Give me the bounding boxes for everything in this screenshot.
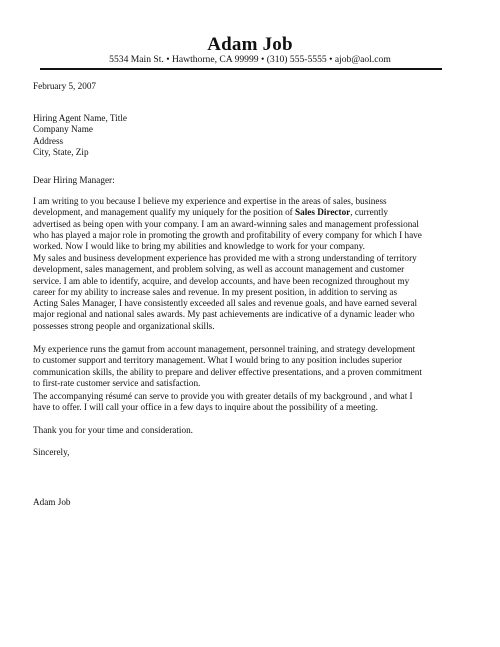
paragraph-line: career for my ability to increase sales and revenue. In my present position, in addition to serving as bbox=[33, 286, 398, 297]
signature-name: Adam Job bbox=[33, 497, 71, 507]
paragraph-line: advertised as being open with your company. I am an award-winning sales and management professional bbox=[33, 218, 419, 229]
body-paragraph-1 bbox=[33, 196, 461, 252]
paragraph-line: worked. Now I would like to bring my abilities and knowledge to work for your company. bbox=[33, 241, 365, 251]
paragraph-line: who has played a major role in promoting the growth and profitability of every company for which I have bbox=[33, 229, 422, 240]
recipient-address-block bbox=[33, 113, 461, 158]
recipient-line: Address bbox=[33, 135, 64, 146]
paragraph-line: development, sales management, and problem solving, as well as account management and customer bbox=[33, 264, 405, 275]
body-paragraph-2 bbox=[33, 253, 461, 332]
paragraph-text: , currently bbox=[350, 207, 389, 218]
paragraph-line: communication skills, the ability to prepare and deliver effective presentations, and a proven commitment bbox=[33, 366, 422, 377]
header-divider bbox=[40, 68, 442, 70]
paragraph-line: I am writing to you because I believe my experience and expertise in the areas of sales, business bbox=[33, 196, 387, 206]
letter-date: February 5, 2007 bbox=[33, 81, 97, 91]
paragraph-line: to customer support and territory management. What I would bring to any position includes superior bbox=[33, 355, 403, 366]
sender-name: Adam Job bbox=[207, 34, 293, 55]
recipient-line: City, State, Zip bbox=[33, 146, 89, 157]
paragraph-line: service. I am able to identify, acquire, and develop accounts, and have been recognized throughout my bbox=[33, 275, 410, 286]
paragraph-line: The accompanying résumé can serve to provide you with greater details of my background , and what I bbox=[33, 391, 413, 401]
recipient-line: Company Name bbox=[33, 124, 93, 135]
body-paragraph-4 bbox=[33, 391, 461, 414]
paragraph-line: possesses strong people and organizational skills. bbox=[33, 320, 215, 331]
position-title: Sales Director bbox=[295, 207, 351, 218]
sender-contact-info: 5534 Main St. • Hawthorne, CA 99999 • (310) 555-5555 • ajob@aol.com bbox=[109, 54, 391, 65]
paragraph-line: My sales and business development experience has provided me with a strong understanding of territory bbox=[33, 253, 417, 263]
body-paragraph-3 bbox=[33, 344, 461, 389]
paragraph-line: My experience runs the gamut from account management, personnel training, and strategy development bbox=[33, 344, 416, 354]
paragraph-line: to first-rate customer service and satisfaction. bbox=[33, 377, 201, 388]
paragraph-line bbox=[33, 207, 461, 218]
closing: Sincerely, bbox=[33, 447, 70, 457]
thanks-line: Thank you for your time and consideration. bbox=[33, 425, 193, 435]
paragraph-line: major regional and national sales awards. My past achievements are indicative of a dynamic leader who bbox=[33, 309, 415, 320]
paragraph-line: have to offer. I will call your office in a few days to inquire about the possibility of a meeting. bbox=[33, 402, 378, 413]
recipient-line: Hiring Agent Name, Title bbox=[33, 113, 127, 123]
salutation: Dear Hiring Manager: bbox=[33, 175, 115, 185]
paragraph-line: Acting Sales Manager, I have consistently exceeded all sales and revenue goals, and have earned several bbox=[33, 298, 418, 308]
paragraph-text: development, and management qualify my uniquely for the position of bbox=[33, 207, 296, 218]
